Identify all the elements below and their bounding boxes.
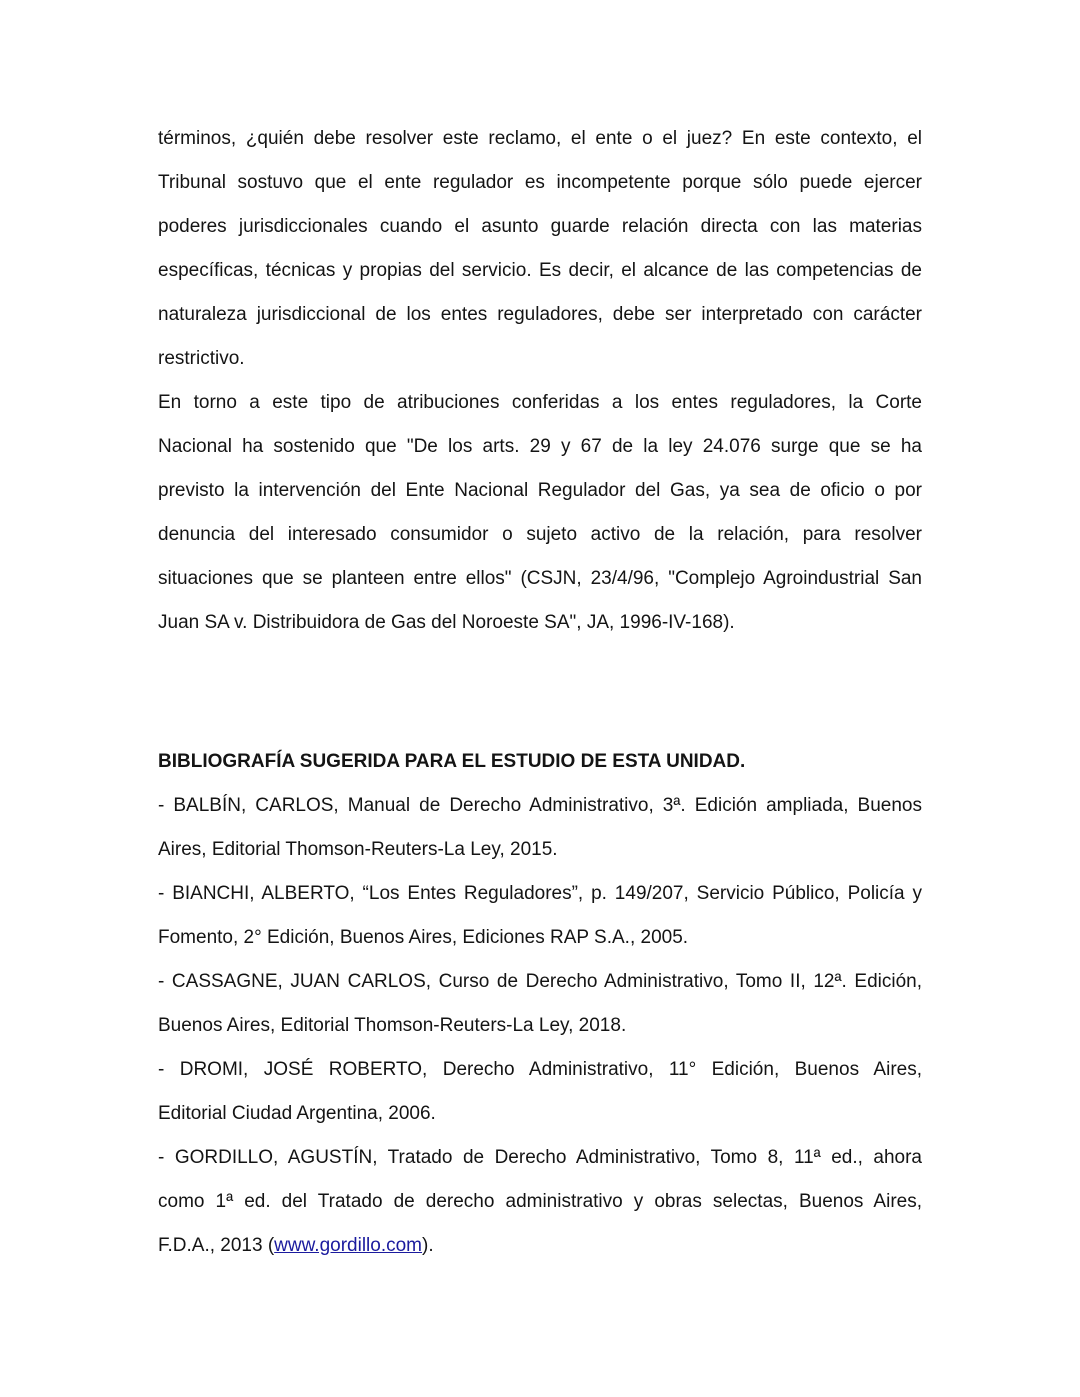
text-line: Aires, Editorial Thomson-Reuters-La Ley, 2015. — [158, 839, 558, 860]
text-line: Tribunal sostuvo que el ente regulador es incompetente porque sólo puede ejercer — [158, 172, 922, 193]
bibliography-entry-bianchi — [158, 872, 922, 960]
text-line: - CASSAGNE, JUAN CARLOS, Curso de Derecho Administrativo, Tomo II, 12ª. Edición, — [158, 971, 922, 992]
bibliography-entry-dromi — [158, 1048, 922, 1136]
text-line: - BIANCHI, ALBERTO, “Los Entes Reguladores”, p. 149/207, Servicio Público, Policía y — [158, 883, 922, 904]
text-line: Juan SA v. Distribuidora de Gas del Noroeste SA", JA, 1996-IV-168). — [158, 612, 735, 633]
text-line: naturaleza jurisdiccional de los entes reguladores, debe ser interpretado con carácter — [158, 304, 922, 325]
text-line: específicas, técnicas y propias del servicio. Es decir, el alcance de las competencias de — [158, 260, 922, 281]
text-line: como 1ª ed. del Tratado de derecho administrativo y obras selectas, Buenos Aires, — [158, 1191, 922, 1212]
bibliography-entry-balbin — [158, 784, 922, 872]
text-line: Editorial Ciudad Argentina, 2006. — [158, 1103, 436, 1124]
bibliography-entry-cassagne — [158, 960, 922, 1048]
gordillo-citation-prefix: F.D.A., 2013 ( — [158, 1235, 275, 1256]
bibliography-heading: BIBLIOGRAFÍA SUGERIDA PARA EL ESTUDIO DE ESTA UNIDAD. — [158, 751, 746, 772]
gordillo-website-link[interactable]: www.gordillo.com — [274, 1235, 422, 1256]
text-line: poderes jurisdiccionales cuando el asunto guarde relación directa con las materias — [158, 216, 922, 237]
paragraph-tribunal-competence — [158, 117, 922, 381]
text-line: situaciones que se planteen entre ellos" (CSJN, 23/4/96, "Complejo Agroindustrial San — [158, 568, 922, 589]
text-line: - DROMI, JOSÉ ROBERTO, Derecho Administrativo, 11° Edición, Buenos Aires, — [158, 1059, 922, 1080]
text-line: Nacional ha sostenido que "De los arts. 29 y 67 de la ley 24.076 surge que se ha — [158, 436, 922, 457]
text-line: denuncia del interesado consumidor o sujeto activo de la relación, para resolver — [158, 524, 922, 545]
text-line: En torno a este tipo de atribuciones conferidas a los entes reguladores, la Corte — [158, 392, 922, 413]
text-line: Buenos Aires, Editorial Thomson-Reuters-La Ley, 2018. — [158, 1015, 627, 1036]
text-line: restrictivo. — [158, 348, 245, 369]
paragraph-corte-nacional — [158, 381, 922, 645]
text-line — [158, 1224, 922, 1268]
text-line: términos, ¿quién debe resolver este reclamo, el ente o el juez? En este contexto, el — [158, 128, 922, 149]
gordillo-citation-suffix: ). — [422, 1235, 434, 1256]
text-line: previsto la intervención del Ente Nacional Regulador del Gas, ya sea de oficio o por — [158, 480, 922, 501]
text-line: - BALBÍN, CARLOS, Manual de Derecho Administrativo, 3ª. Edición ampliada, Buenos — [158, 795, 922, 816]
text-line: - GORDILLO, AGUSTÍN, Tratado de Derecho Administrativo, Tomo 8, 11ª ed., ahora — [158, 1147, 922, 1168]
text-line: Fomento, 2° Edición, Buenos Aires, Ediciones RAP S.A., 2005. — [158, 927, 689, 948]
bibliography-entry-gordillo — [158, 1136, 922, 1268]
